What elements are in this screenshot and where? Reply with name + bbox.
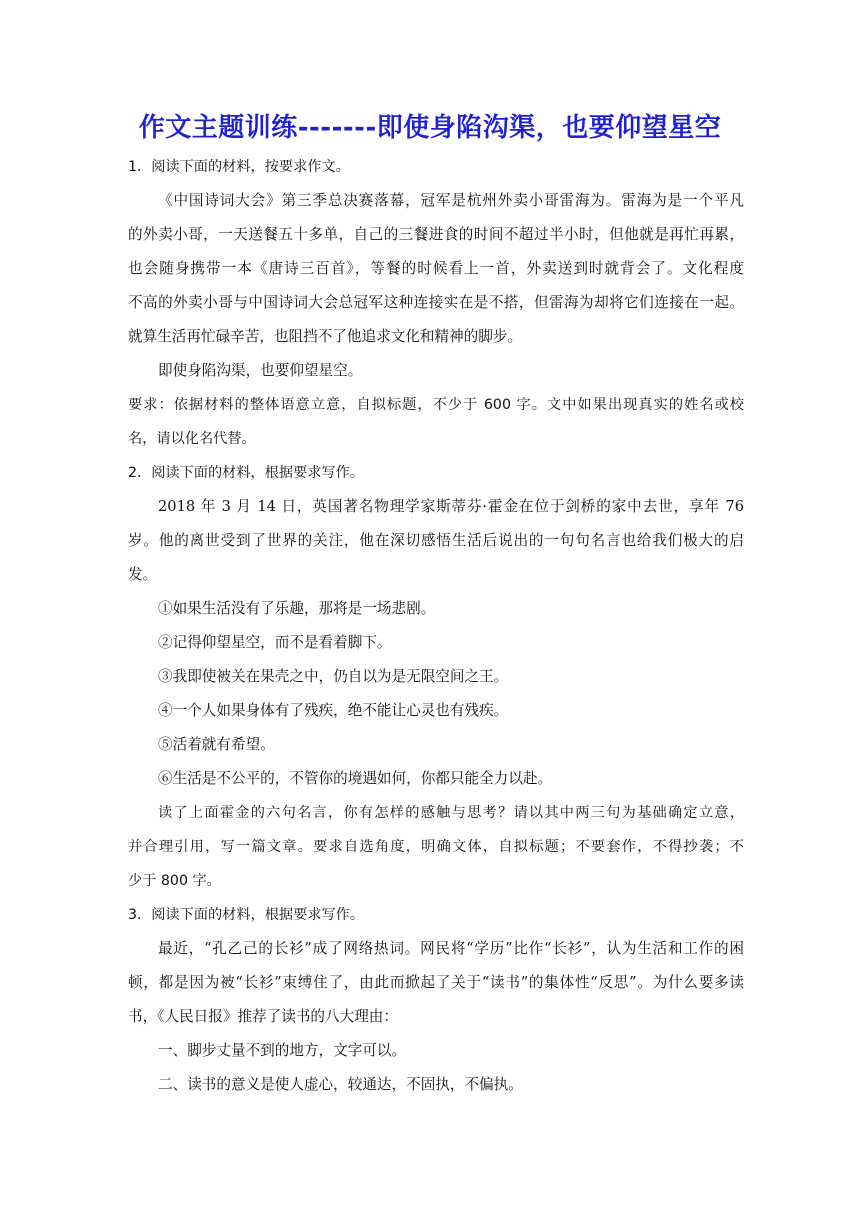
text-line: 名，请以化名代替。 [128,431,256,447]
text-line: 就算生活再忙碌辛苦，也阻挡不了他追求文化和精神的脚步。 [128,328,523,345]
text-line: 的外卖小哥，一天送餐五十多单，自己的三餐进食的时间不超过半小时，但他就是再忙再累， [128,226,744,243]
text-line: ⑥生活是不公平的，不管你的境遇如何，你都只能全力以赴。 [158,770,553,787]
text-line: 二、读书的意义是使人虚心，较通达，不固执，不偏执。 [158,1076,523,1093]
text-line: 不高的外卖小哥与中国诗词大会总冠军这种连接实在是不搭，但雷海为却将它们连接在一起。 [128,294,744,311]
text-line: 岁。他的离世受到了世界的关注，他在深切感悟生活后说出的一句句名言也给我们极大的启 [128,532,744,549]
text-line: 2018 年 3 月 14 日，英国著名物理学家斯蒂芬·霍金在位于剑桥的家中去世，享年 76 [158,498,744,515]
text-line: 3．阅读下面的材料，根据要求写作。 [128,907,365,923]
text-line: ③我即使被关在果壳之中，仍自以为是无限空间之王。 [158,668,509,685]
text-line: ⑤活着就有希望。 [158,736,275,753]
text-line: ②记得仰望星空，而不是看着脚下。 [158,634,392,651]
text-line: 《中国诗词大会》第三季总决赛落幕，冠军是杭州外卖小哥雷海为。雷海为是一个平凡 [158,192,744,209]
document-title: 作文主题训练-------即使身陷沟渠，也要仰望星空 [138,113,722,143]
text-line: 发。 [128,566,158,583]
text-line: 少于 800 字。 [128,873,221,889]
text-line: 即使身陷沟渠，也要仰望星空。 [158,362,363,379]
text-line: 顿，都是因为被“长衫”束缚住了，由此而掀起了关于“读书”的集体性“反思”。为什么要多读 [128,974,744,991]
text-line: 1．阅读下面的材料，按要求作文。 [128,159,350,175]
text-line: ①如果生活没有了乐趣，那将是一场悲剧。 [158,600,436,617]
text-line: 2．阅读下面的材料，根据要求写作。 [128,465,365,481]
text-line: 最近，“孔乙己的长衫”成了网络热词。网民将“学历”比作“长衫”，认为生活和工作的困 [158,940,744,957]
text-line: 一、脚步丈量不到的地方，文字可以。 [158,1042,407,1059]
document-body [128,150,744,1102]
text-line: ④一个人如果身体有了残疾，绝不能让心灵也有残疾。 [158,702,509,719]
text-line: 也会随身携带一本《唐诗三百首》，等餐的时候看上一首，外卖送到时就背会了。文化程度 [128,260,744,277]
text-line: 要求：依据材料的整体语意立意，自拟标题，不少于 600 字。文中如果出现真实的姓名或校 [128,397,744,413]
text-line: 读了上面霍金的六句名言，你有怎样的感触与思考？请以其中两三句为基础确定立意， [158,805,744,821]
text-line: 书，《人民日报》推荐了读书的八大理由： [128,1008,398,1025]
text-line: 并合理引用，写一篇文章。要求自选角度，明确文体，自拟标题；不要套作，不得抄袭；不 [128,839,744,855]
